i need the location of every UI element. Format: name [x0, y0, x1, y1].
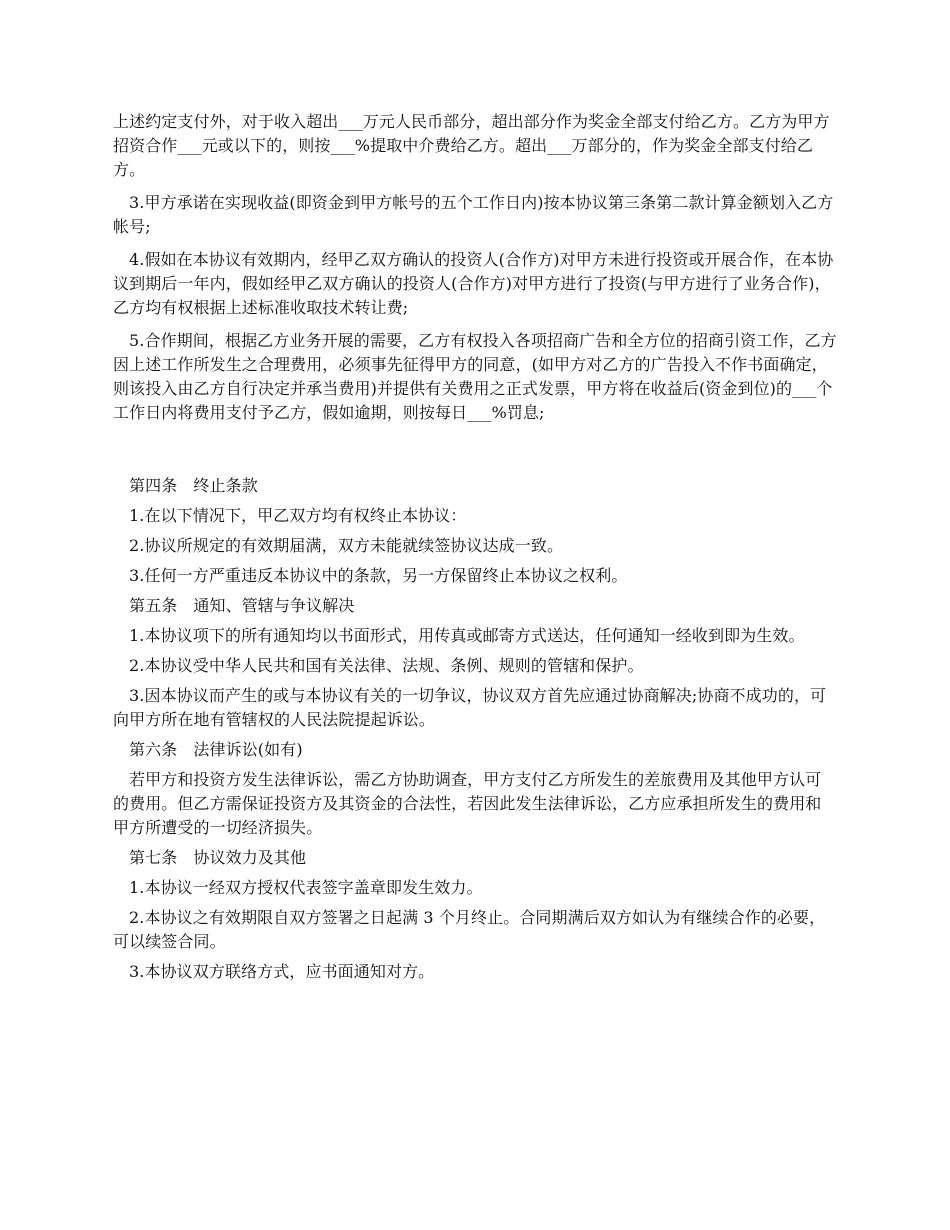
paragraph-clause-7-2: 2.本协议之有效期限自双方签署之日起满 3 个月终止。合同期满后双方如认为有继续合作的必要，可以续签合同。: [113, 908, 826, 951]
paragraph-clause-3-3: 3.甲方承诺在实现收益(即资金到甲方帐号的五个工作日内)按本协议第三条第二款计算金额划入乙方帐号;: [113, 193, 834, 236]
section-heading-article-7: 第七条 协议效力及其他: [129, 848, 307, 867]
paragraph-clause-7-3: 3.本协议双方联络方式，应书面通知对方。: [129, 962, 435, 981]
document-content: [113, 110, 837, 984]
paragraph-clause-5-1: 1.本协议项下的所有通知均以书面形式，用传真或邮寄方式送达，任何通知一经收到即为生效。: [129, 626, 805, 645]
paragraph-clause-4-1: 1.在以下情况下，甲乙双方均有权终止本协议：: [129, 506, 467, 525]
paragraph-payment-bonus: 上述约定支付外，对于收入超出___万元人民币部分，超出部分作为奖金全部支付给乙方。乙方为甲方招资合作___元或以下的，则按___%提取中介费给乙方。超出___万部分的，作为奖金全部支付给乙方。: [113, 112, 830, 179]
paragraph-clause-5-3: 3.因本协议而产生的或与本协议有关的一切争议，协议双方首先应通过协商解决;协商不成功的，可向甲方所在地有管辖权的人民法院提起诉讼。: [113, 686, 827, 729]
section-heading-article-5: 第五条 通知、管辖与争议解决: [129, 596, 355, 615]
paragraph-clause-7-1: 1.本协议一经双方授权代表签字盖章即发生效力。: [129, 878, 483, 897]
section-heading-article-6: 第六条 法律诉讼(如有): [129, 740, 303, 759]
paragraph-clause-3-5: 5.合作期间，根据乙方业务开展的需要，乙方有权投入各项招商广告和全方位的招商引资工作，乙方因上述工作所发生之合理费用，必须事先征得甲方的同意，(如甲方对乙方的广告投入不作书面确定，则该投入由乙方自行决定并承当费用)并提供有关费用之正式发票，甲方将在收益后(资金到位)的___个工作日内将费用支付予乙方，假如逾期，则按每日___%罚息;: [113, 331, 837, 422]
paragraph-clause-4-2: 2.协议所规定的有效期届满，双方未能就续签协议达成一致。: [129, 536, 564, 555]
paragraph-clause-5-2: 2.本协议受中华人民共和国有关法律、法规、条例、规则的管辖和保护。: [129, 656, 644, 675]
paragraph-clause-4-3: 3.任何一方严重违反本协议中的条款，另一方保留终止本协议之权利。: [129, 566, 628, 585]
section-heading-article-4: 第四条 终止条款: [129, 476, 258, 495]
paragraph-clause-3-4: 4.假如在本协议有效期内，经甲乙双方确认的投资人(合作方)对甲方未进行投资或开展合作，在本协议到期后一年内，假如经甲乙双方确认的投资人(合作方)对甲方进行了投资(与甲方进行了业务合作)，乙方均有权根据上述标准收取技术转让费;: [113, 250, 834, 317]
paragraph-article-6-body: 若甲方和投资方发生法律诉讼，需乙方协助调查，甲方支付乙方所发生的差旅费用及其他甲方认可的费用。但乙方需保证投资方及其资金的合法性，若因此发生法律诉讼，乙方应承担所发生的费用和甲方所遭受的一切经济损失。: [113, 770, 822, 837]
